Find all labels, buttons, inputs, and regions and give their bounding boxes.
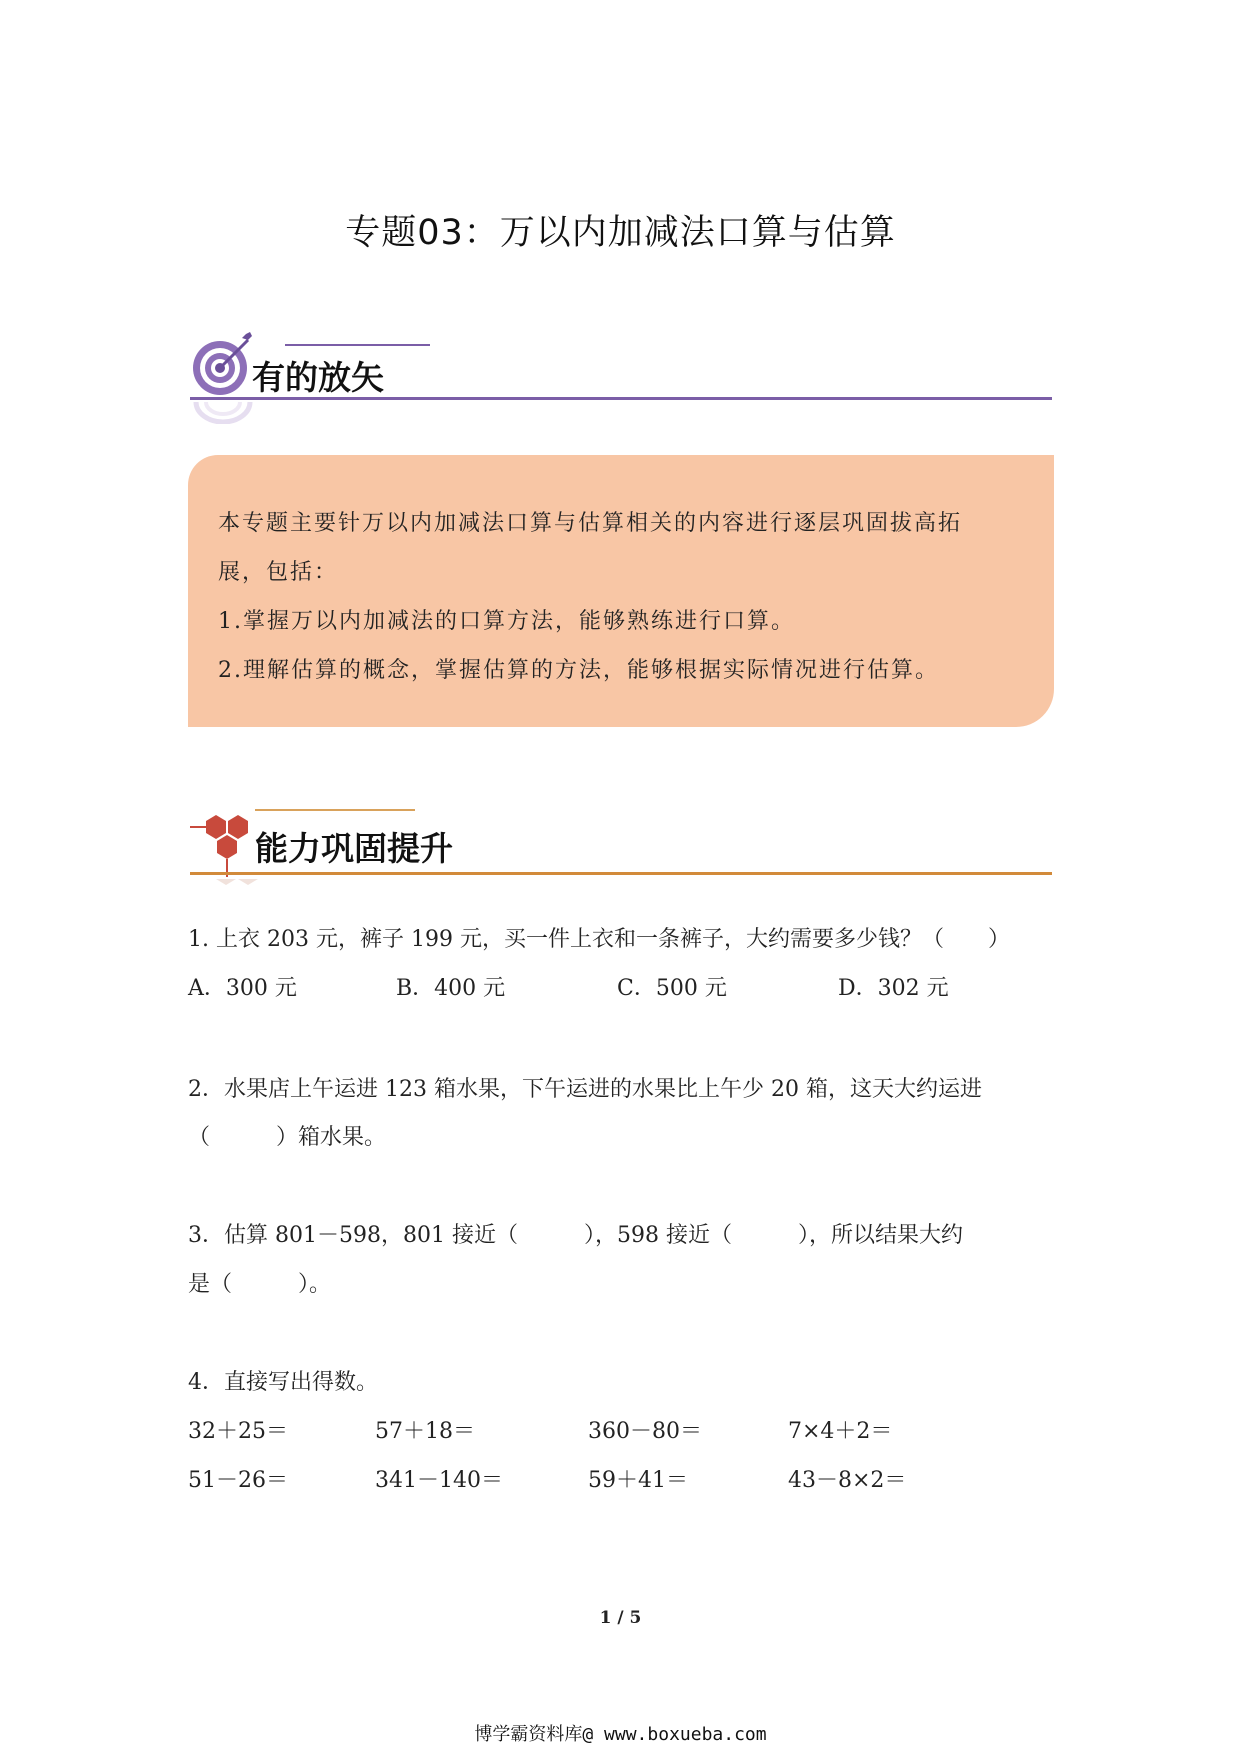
intro-box — [188, 455, 1054, 727]
intro-line: 1.掌握万以内加减法的口算方法，能够熟练进行口算。 — [218, 609, 795, 634]
intro-line: 展，包括： — [218, 560, 339, 585]
section-heading: 有的放矢 — [252, 358, 384, 397]
question-2-line: 2．水果店上午运进 123 箱水果，下午运进的水果比上午少 20 箱，这天大约运进 — [188, 1077, 982, 1102]
question-4-stem: 4．直接写出得数。 — [188, 1370, 378, 1395]
q1-option-c: C．500 元 — [617, 976, 727, 1001]
q1-option-b: B．400 元 — [396, 976, 506, 1001]
page-title: 专题03：万以内加减法口算与估算 — [345, 213, 896, 253]
calc-item: 7×4＋2＝ — [788, 1419, 893, 1444]
section-header-practice — [190, 805, 1060, 900]
header-rule — [190, 872, 1052, 875]
calc-item: 59＋41＝ — [588, 1468, 688, 1493]
question-3-line: 是（ ）。 — [188, 1272, 332, 1297]
question-2-line: （ ）箱水果。 — [188, 1125, 387, 1150]
calc-item: 51－26＝ — [188, 1468, 288, 1493]
footer-watermark: 博学霸资料库@ www.boxueba.com — [474, 1724, 767, 1745]
calc-item: 341－140＝ — [375, 1468, 503, 1493]
calc-item: 57＋18＝ — [375, 1419, 475, 1444]
calc-item: 43－8×2＝ — [788, 1468, 907, 1493]
header-topline — [255, 809, 415, 811]
calc-item: 360－80＝ — [588, 1419, 702, 1444]
header-topline — [285, 344, 430, 346]
section-heading: 能力巩固提升 — [255, 829, 453, 868]
header-rule — [190, 397, 1052, 400]
hexagon-cluster-icon — [190, 809, 256, 879]
section-header-goal — [190, 330, 1060, 420]
hexagon-reflection-icon — [208, 879, 268, 897]
target-reflection-icon — [192, 402, 256, 424]
q1-option-d: D．302 元 — [838, 976, 949, 1001]
q1-option-a: A．300 元 — [188, 976, 297, 1001]
question-3-line: 3．估算 801－598，801 接近（ ），598 接近（ ），所以结果大约 — [188, 1223, 963, 1248]
page-number: 1 / 5 — [599, 1608, 642, 1628]
intro-line: 本专题主要针万以内加减法口算与估算相关的内容进行逐层巩固拔高拓 — [218, 511, 963, 536]
calc-item: 32＋25＝ — [188, 1419, 288, 1444]
question-1-stem: 1. 上衣 203 元，裤子 199 元，买一件上衣和一条裤子，大约需要多少钱？（ ） — [188, 927, 1010, 952]
intro-line: 2.理解估算的概念，掌握估算的方法，能够根据实际情况进行估算。 — [218, 658, 939, 683]
